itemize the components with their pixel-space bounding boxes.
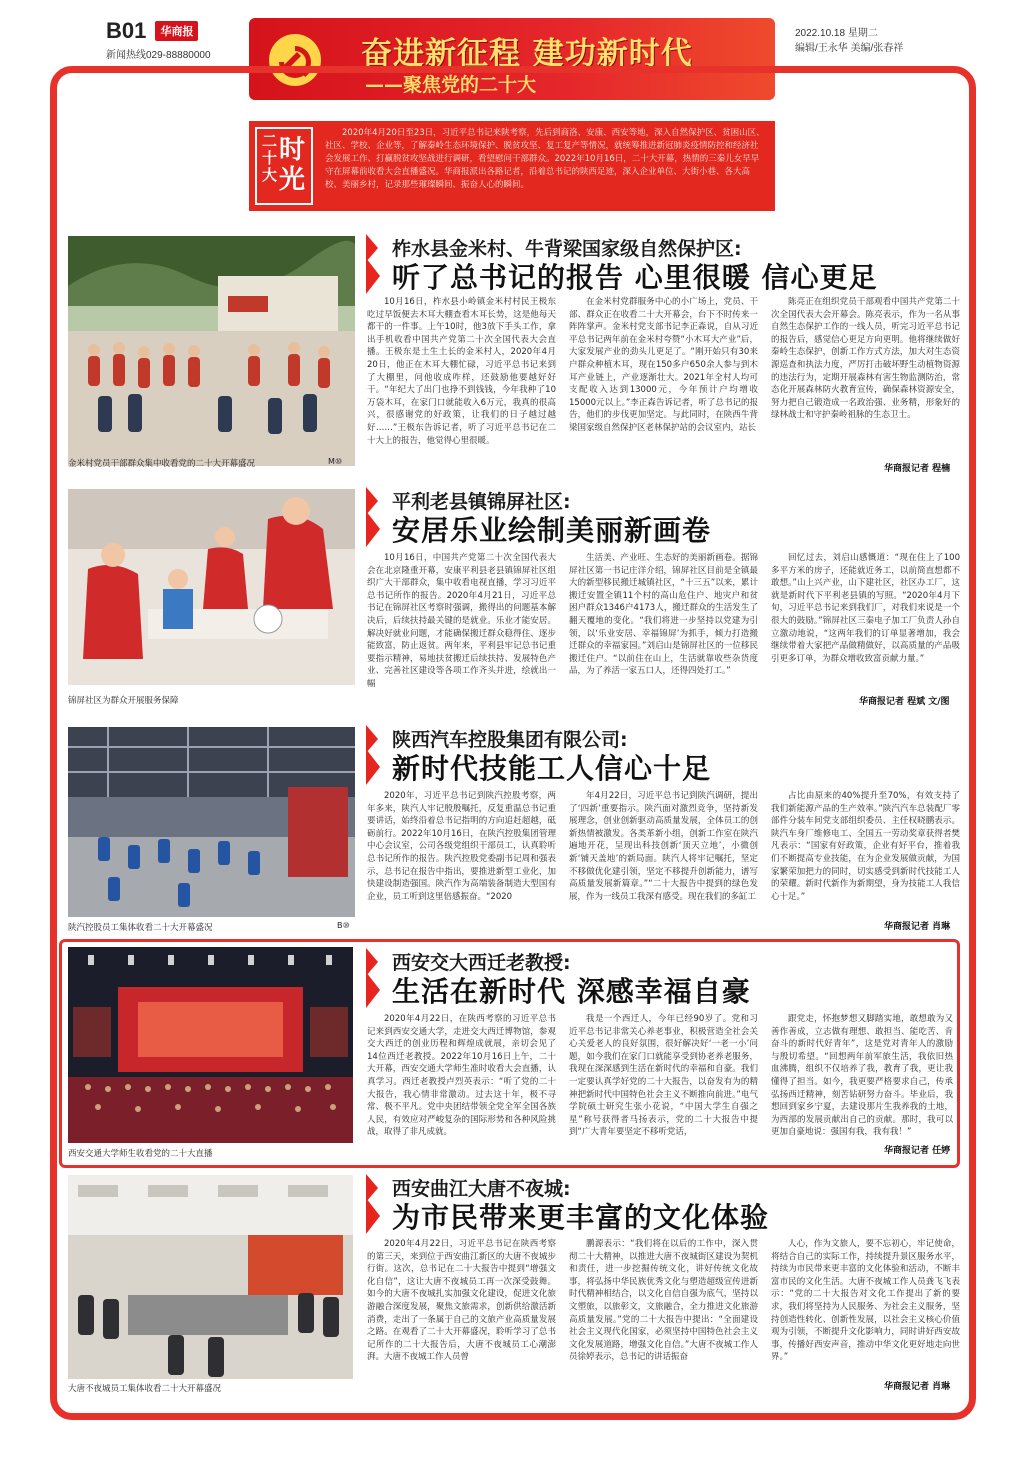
photo-caption: 西安交通大学师生收看党的二十大直播 [68, 1149, 213, 1159]
article-kicker: 西安曲江大唐不夜城: [392, 1178, 571, 1200]
issue-date-line [795, 26, 945, 41]
banner-slogan: 奋进新征程 建功新时代 [361, 36, 693, 72]
photo-credit: B⑩ [337, 921, 350, 930]
article-photo-jinping [68, 489, 355, 685]
article-column-1: 2020年4月22日，习近平总书记在陕西考察的第三天，来到位于西安曲江新区的大唐不夜城步行街。这次，总书记在二十大报告中提到“增强文化自信”，这让大唐不夜城员工再一次深受鼓舞。如今的大唐不夜城扎实加强文化建设，促进文化旅游融合深度发展，聚焦文旅需求，创新供给激活新消费，走出了一条属于自己的文旅产业高质量发展之路。在观看了二十大开幕盛况，聆听学习了总书记所作的二十大报告后，大唐不夜城员工心潮澎湃。大唐不夜城工作人员曾 [367, 1239, 556, 1363]
headline-marker [366, 511, 380, 547]
article-column-3: 回忆过去，刘启山感慨道：“现在住上了100多平方米的房子，还能就近务工，以前简直想都不敢想。”山上兴产业，山下建社区，社区办工厂，这就是新时代下平利老县镇的写照。“2020年4月下旬，习近平总书记来到我们厂，对我们来说是一个很大的鼓励。”锦屏社区三秦电子加工厂负责人孙自立激动地说，“这两年我们的订单显著增加，我会继续带着大家把产品做精做好，以高质量的产品吸引更多订单，为群众增收致富贡献力量。” [771, 553, 960, 664]
article-kicker: 陕西汽车控股集团有限公司: [392, 729, 628, 751]
photo-caption: 锦屏社区为群众开展服务保障 [68, 696, 179, 706]
article-headline: 新时代技能工人信心十足 [392, 752, 712, 785]
headline-marker [366, 749, 380, 785]
issue-date: 2022.10.18 [795, 28, 846, 39]
photo-caption: 陕汽控股员工集体收看二十大开幕盛况 [68, 923, 213, 933]
shiguang-title-big: 时光 [279, 135, 306, 195]
shiguang-box [249, 121, 775, 211]
article-column-1: 2020年4月22日，在陕西考察的习近平总书记来到西安交通大学，走进交大西迁博物馆，参观交大西迁的创业历程和辉煌成就展，亲切会见了14位西迁老教授。2022年10月16日上午，二十大开幕，西安交通大学师生准时收看大会直播，认真学习。西迁老教授卢烈英表示：“听了党的二十大报告，我心情非常激动。过去这十年，极不寻常、极不平凡。党中央团结带领全党全军全国各族人民，有效应对严峻复杂的国际形势和各种风险挑战，取得了非凡成就。 [367, 1014, 556, 1138]
banner-sub-slogan: ——聚焦党的二十大 [365, 74, 537, 96]
masthead-right [795, 26, 945, 56]
article-column-3: 占比由原来的40%提升至70%，有效支持了我们新能源产品的生产效率。”陕汽汽车总装配厂零部件分装车间党支部组织委员、主任权晓鹏表示。陕汽车身厂维修电工、全国五一劳动奖章获得者樊凡表示：“国家有好政策，企业有好平台，推着我们不断提高专业技能，在为企业发展做贡献，为国家繁荣加把力的同时，切实感受到新时代技能工人的荣耀。新时代新作为新期望，身为技能工人我信心十足。” [771, 791, 960, 902]
article-photo-datang [68, 1175, 353, 1379]
article-column-3: 陈亮正在组织党员干部观看中国共产党第二十次全国代表大会开幕会。陈亮表示，作为一名从事自然生态保护工作的一线人员，听完习近平总书记的报告后，感觉信心更足方向更明。他将继续做好秦岭生态保护，创新工作方式方法，加大对生态资源巡查和执法力度，严厉打击破坏野生动植物资源的违法行为，定期开展森林有害生物监测防治，常态化开展森林防火教育宣传，确保森林资源安全，努力把自己锻造成一名政治强、业务精，形象好的绿林战士和守护秦岭祖脉的生态卫士。 [771, 297, 960, 421]
news-hotline: 新闻热线029-88880000 [106, 50, 211, 61]
article-byline: 华商报记者 肖琳 [884, 922, 951, 932]
article-column-2: 生活美、产业旺、生态好的美丽新画卷。据锦屏社区第一书记庄洋介绍，锦屏社区目前是全镇最大的新型移民搬迁城镇社区，“十三五”以来，累计搬迁安置全镇11个村的高山危住户、地灾户和贫困户群众1346户4173人，搬迁群众的生活发生了翻天覆地的变化。“我们将进一步坚持以党建为引领，以‘乐业安居、幸福锦屏’为抓手，倾力打造搬迁群众的幸福家园。”刘启山是锦屏社区的一位移民搬迁住户。“以前住在山上，生活就靠收些杂货度品，为了养活一家五口人，还得四处打工。” [569, 553, 758, 677]
article-column-3: 人心，作为文旅人，要不忘初心，牢记使命，将结合自己的实际工作，持续提升景区服务水平，持续为市民带来更丰富的文化体验和活动，不断丰富市民的文化生活。大唐不夜城工作人员龚飞飞表示：“党的二十大报告对文化工作提出了新的要求，我们将坚持为人民服务、为社会主义服务，坚持创造性转化、创新性发展，以社会主义核心价值观为引领，不断提升文化影响力，同时讲好西安故事，传播好西安声音，推动中华文化更好地走向世界。” [771, 1239, 960, 1363]
article-photo-jinmi [68, 236, 355, 466]
shiguang-intro-text: 2020年4月20日至23日，习近平总书记来陕考察，先后到商洛、安康、西安等地，深入自然保护区、贫困山区、社区、学校、企业等，了解秦岭生态环境保护、脱贫攻坚、复工复产等情况，就统筹推进新冠肺炎疫情防控和经济社会发展工作、打赢脱贫攻坚战进行调研，看望慰问干部群众。2022年10月16日，二十大开幕，热情的三秦儿女早早守在屏幕前收看大会直播盛况。华商报派出各路记者，沿着总书记的陕西足迹，深入企业单位、大街小巷、各大高校、美丽乡村，记录那些璀璨瞬间、振奋人心的瞬间。 [325, 128, 765, 190]
issue-weekday: 星期二 [847, 28, 878, 39]
article-kicker: 柞水县金米村、牛背梁国家级自然保护区: [392, 238, 742, 260]
article-byline: 华商报记者 肖琳 [884, 1382, 951, 1392]
photo-caption: 金米村党员干部群众集中收看党的二十大开幕盛况 [68, 459, 256, 469]
page-number: B01 [106, 18, 147, 43]
photo-credit: M⑩ [328, 457, 343, 466]
article-column-2: 年4月22日，习近平总书记到陕汽调研，提出了‘四新’重要指示。陕汽面对激烈竞争，坚持新发展理念，创业创新驱动高质量发展，全体员工的创新热情被激发。各类革新小组，创新工作室在陕汽遍地开花，呈现出科技创新‘顶天立地’，小微创新‘铺天盖地’的新局面。陕汽人将牢记嘱托，坚定不移做优化建引领，坚定不移提升创新能力，谱写高质量发展新篇章。”“二十大报告中提到的绿色发展，作为一线员工我深有感受。现在我们的多缸工 [569, 791, 758, 902]
article-headline: 为市民带来更丰富的文化体验 [392, 1201, 770, 1234]
article-byline: 华商报记者 程斌 文/图 [859, 697, 950, 707]
shiguang-title [255, 127, 313, 205]
article-headline: 安居乐业绘制美丽新画卷 [392, 514, 712, 547]
masthead-left [106, 18, 246, 61]
article-column-1: 10月16日，中国共产党第二十次全国代表大会在北京隆重开幕，安康平利县老县镇锦屏社区组织广大干部群众，集中收看电视直播，学习习近平总书记所作的报告。2020年4月21日，习近平总书记在锦屏社区考察时强调，搬得出的问题基本解决后，后续扶持最关键的是就业。乐业才能安居。解决好就业问题，才能确保搬迁群众稳得住、逐步能致富，防止返贫。两年来，平利县牢记总书记重要指示精神，易地扶贫搬迁后续扶持、发展特色产业、完善社区建设等各项工作齐头并进，绘就出一幅 [367, 553, 556, 689]
newspaper-logo: 华商报 [155, 21, 198, 41]
headline-marker [366, 972, 380, 1008]
article-byline: 华商报记者 程楠 [884, 464, 951, 474]
article-column-2: 鹏源表示：“我们将在以后的工作中，深入贯彻二十大精神，以推进大唐不夜城街区建设为契机和责任，进一步挖掘传统文化，讲好传统文化故事，将弘扬中华民族优秀文化与塑造超级宣传进新时代精神相结合，以文化自信自强为底气，坚持以文塑旅，以旅彰文，文旅融合，全力推进文化旅游高质量发展。”党的二十大报告中提出：“全面建设社会主义现代化国家，必须坚持中国特色社会主义文化发展道路，增强文化自信。”大唐不夜城工作人员徐婷表示，总书记的讲话振奋 [569, 1239, 758, 1363]
article-column-1: 10月16日，柞水县小岭镇金米村村民王极东吃过早饭便去木耳大棚查看木耳长势，这是他每天都干的一件事。上午10时，他3放下手头工作，拿出手机收看中国共产党第二十次全国代表大会直播。王极东是土生土长的金米村人，2020年4月20日，他正在木耳大棚忙碌，习近平总书记来到了大棚里，问他收成咋样，还鼓励他要越好好干。“年纪大了出门也挣不到钱钱，今年我种了10万袋木耳，在家门口就能收入6万元，我真的很高兴，很感谢党的好政策，让我们的日子越过越好……”王极东告诉记者，听了习近平总书记在二十大上的报告，他觉得心里很暖。 [367, 297, 556, 446]
article-column-3: 跟党走，怀抱梦想又脚踏实地，敢想敢为又善作善成，立志做有理想、敢担当、能吃苦、肯奋斗的新时代好青年”，这是党对青年人的激励与殷切希望。“回想两年前军旅生活，我依旧热血沸腾，组织不仅培养了我，教育了我，更让我懂得了担当。如今，我更要严格要求自己，传承弘扬西迁精神，刻苦钻研努力奋斗。毕业后，我想回到家乡宁夏，去建设那片生我养我的土地，为西部的发展贡献出自己的贡献。那时，我可以更加自豪地说：强国有我，我有我！” [771, 1014, 953, 1138]
headline-marker [366, 258, 380, 294]
article-photo-shaanqi [68, 727, 355, 917]
shiguang-title-small: 二十大 [262, 132, 278, 184]
article-photo-jiaoda [68, 947, 353, 1143]
editors-line: 编辑/王永华 美编/张春祥 [795, 43, 904, 54]
photo-caption: 大唐不夜城员工集体收看二十大开幕盛况 [68, 1384, 222, 1394]
headline-marker [366, 1198, 380, 1234]
article-kicker: 西安交大西迁老教授: [392, 952, 571, 974]
article-column-2: 我是一个西迁人，今年已经90岁了。党和习近平总书记非常关心养老事业，积极营造全社会关心关爱老人的良好氛围，很好解决好‘一老一小’问题，如今我们在家门口就能享受到协老养老服务，我现在深深感到生活在新时代的幸福和自豪。我们一定要认真学好党的二十大报告，以奋发有为的精神把新时代中国特色社会主义不断推向前进。”电气学院硕士研究生张小花说，“中国大学生自强之星”称号获得者马扬表示，党的二十大报告中提到“广大青年要坚定不移听党话， [569, 1014, 758, 1138]
article-byline: 华商报记者 任婷 [884, 1146, 951, 1156]
article-column-1: 2020年，习近平总书记到陕汽控股考察，两年多来，陕汽人牢记殷殷嘱托，反复重温总书记重要讲话，始终沿着总书记指明的方向追赶超越，砥砺前行。2022年10月16日，在陕汽控股集团管理中心会议室，公司各级党组织干部员工，认真聆听总书记所作的报告。陕汽控股党委副书记周和强表示，总书记在报告中指出，要推进新型工业化，加快建设制造强国。陕汽作为高端装备制造大型国有企业，员工听到这里倍感振奋。“2020 [367, 791, 556, 902]
article-headline: 听了总书记的报告 心里很暖 信心更足 [392, 261, 878, 294]
article-headline: 生活在新时代 深感幸福自豪 [392, 975, 751, 1008]
article-kicker: 平利老县镇锦屏社区: [392, 491, 571, 513]
article-column-2: 在金米村党群服务中心的小广场上，党员、干部、群众正在收看二十大开幕会，台下不时传来一阵阵掌声。金米村党支部书记李正森说，自从习近平总书记两年前在金米村夸赞“小木耳大产业”后，大家发展产业的劲头儿更足了。“刚开始只有30来户群众种植木耳，现在150多户650余人参与到木耳产业链上，产业逐渐壮大。2021年全村人均可支配收入达到13000元，今年预计户均增收15000元以上。”李正森告诉记者，听了总书记的报告，他们的步伐更加坚定。与此同时，在陕西牛背梁国家级自然保护区老林保护站的会议室内，站长 [569, 297, 758, 433]
